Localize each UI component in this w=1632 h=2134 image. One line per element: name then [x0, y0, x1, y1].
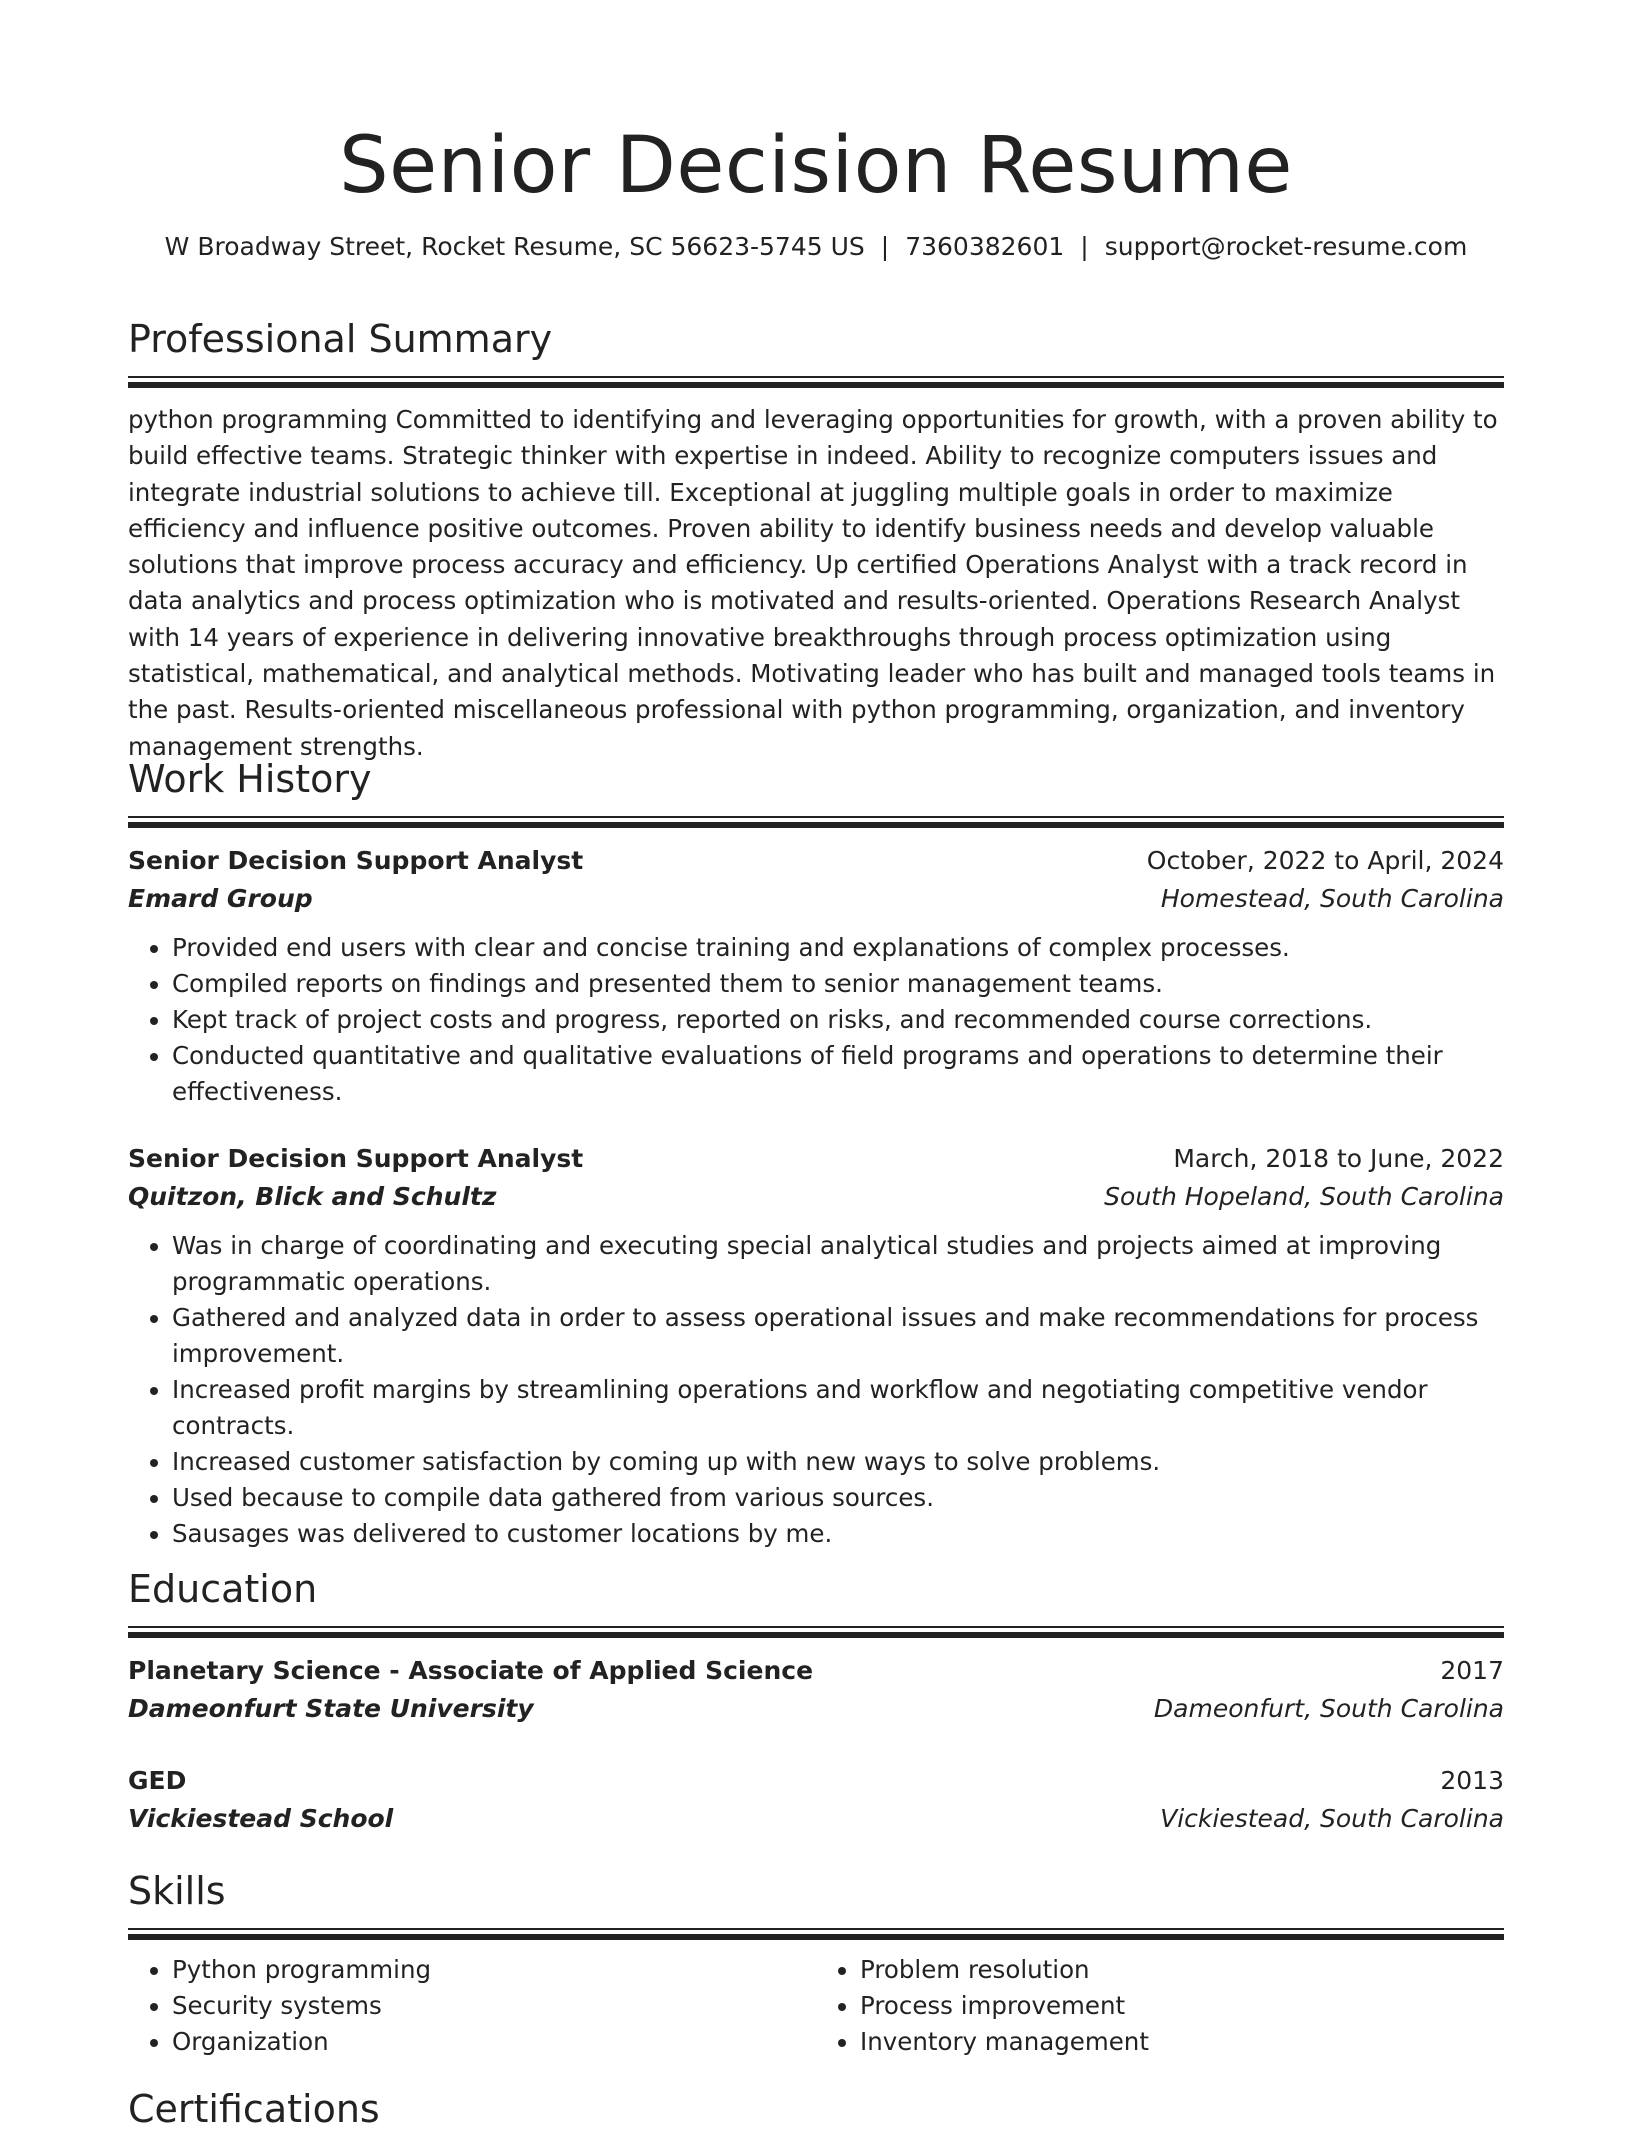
list-item: • Compiled reports on findings and presented them to senior management teams. [172, 966, 1504, 1002]
contact-email: support@rocket-resume.com [1104, 232, 1468, 261]
skill-item: • Python programming [172, 1952, 816, 1988]
section-title-education: Education [128, 1567, 318, 1611]
education-year: 2017 [1440, 1656, 1504, 1685]
education-school: Dameonfurt State University [128, 1694, 534, 1723]
list-item: • Increased customer satisfaction by coming up with new ways to solve problems. [172, 1444, 1504, 1480]
section-title-skills: Skills [128, 1869, 226, 1913]
resume-name: Senior Decision Resume [339, 121, 1293, 211]
contact-address: W Broadway Street, Rocket Resume, SC 56623-5745 US [164, 232, 865, 261]
education-year: 2013 [1440, 1766, 1504, 1795]
list-item: • Kept track of project costs and progress, reported on risks, and recommended course corrections. [172, 1002, 1504, 1038]
list-item: • Was in charge of coordinating and executing special analytical studies and projects aimed at improving programmatic operations. [172, 1228, 1504, 1300]
contact-line [128, 230, 1504, 264]
education-entry [128, 1652, 1504, 1728]
section-divider [128, 376, 1504, 388]
job-title: Senior Decision Support Analyst [128, 846, 584, 875]
skill-item: • Process improvement [860, 1988, 1504, 2024]
education-degree: GED [128, 1766, 187, 1795]
section-divider [128, 1928, 1504, 1940]
job-location: Homestead, South Carolina [1160, 884, 1504, 913]
skill-item: • Security systems [172, 1988, 816, 2024]
skill-item: • Problem resolution [860, 1952, 1504, 1988]
summary-section [128, 314, 1504, 765]
job-title: Senior Decision Support Analyst [128, 1144, 584, 1173]
skills-column-left [128, 1952, 816, 2060]
section-divider [128, 816, 1504, 828]
skill-item: • Organization [172, 2024, 816, 2060]
job-dates: March, 2018 to June, 2022 [1173, 1144, 1504, 1173]
skills-list [128, 1952, 1504, 2060]
list-item: • Increased profit margins by streamlining operations and workflow and negotiating competitive vendor contracts. [172, 1372, 1504, 1444]
list-item: • Gathered and analyzed data in order to assess operational issues and make recommendations for process improvement. [172, 1300, 1504, 1372]
job-entry [128, 1140, 1504, 1552]
job-bullets [128, 930, 1504, 1110]
education-section [128, 1564, 1504, 1838]
education-location: Vickiestead, South Carolina [1160, 1804, 1504, 1833]
summary-text: python programming Committed to identifying and leveraging opportunities for growth, with a proven ability to build effective teams. Strategic thinker with expertise in indeed. Ability to recognize computers issues and integrate industrial solutions to achieve till. Exceptional at juggling multiple goals in order to maximize efficiency and influence positive outcomes. Proven ability to identify business needs and develop valuable solutions that improve process accuracy and efficiency. Up certified Operations Analyst with a track record in data analytics and process optimization who is motivated and results-oriented. Operations Research Analyst with 14 years of experience in delivering innovative breakthroughs through process optimization using statistical, mathematical, and analytical methods. Motivating leader who has built and managed tools teams in the past. Results-oriented miscellaneous professional with python programming, organization, and inventory management strengths. [128, 405, 1498, 761]
skills-section [128, 1866, 1504, 2060]
job-entry [128, 842, 1504, 1110]
contact-separator: | [1080, 232, 1089, 261]
section-title-certifications: Certifications [128, 2087, 380, 2131]
contact-phone: 7360382601 [905, 232, 1065, 261]
list-item: • Sausages was delivered to customer locations by me. [172, 1516, 1504, 1552]
education-entry [128, 1762, 1504, 1838]
list-item: • Conducted quantitative and qualitative evaluations of field programs and operations to determine their effectiveness. [172, 1038, 1504, 1110]
section-divider [128, 1626, 1504, 1638]
education-location: Dameonfurt, South Carolina [1153, 1694, 1504, 1723]
list-item: • Used because to compile data gathered from various sources. [172, 1480, 1504, 1516]
section-title-summary: Professional Summary [128, 317, 553, 361]
contact-separator: | [880, 232, 890, 261]
job-company: Emard Group [128, 884, 313, 913]
skills-column-right [816, 1952, 1504, 2060]
section-title-work-history: Work History [128, 757, 372, 801]
education-school: Vickiestead School [128, 1804, 394, 1833]
job-location: South Hopeland, South Carolina [1104, 1182, 1504, 1211]
skill-item: • Inventory management [860, 2024, 1504, 2060]
job-company: Quitzon, Blick and Schultz [128, 1182, 497, 1211]
job-bullets [128, 1228, 1504, 1552]
list-item: • Provided end users with clear and concise training and explanations of complex processes. [172, 930, 1504, 966]
job-dates: October, 2022 to April, 2024 [1146, 846, 1504, 875]
certifications-section [128, 2084, 1504, 2134]
work-history-section [128, 754, 1504, 1552]
education-degree: Planetary Science - Associate of Applied Science [128, 1656, 814, 1685]
